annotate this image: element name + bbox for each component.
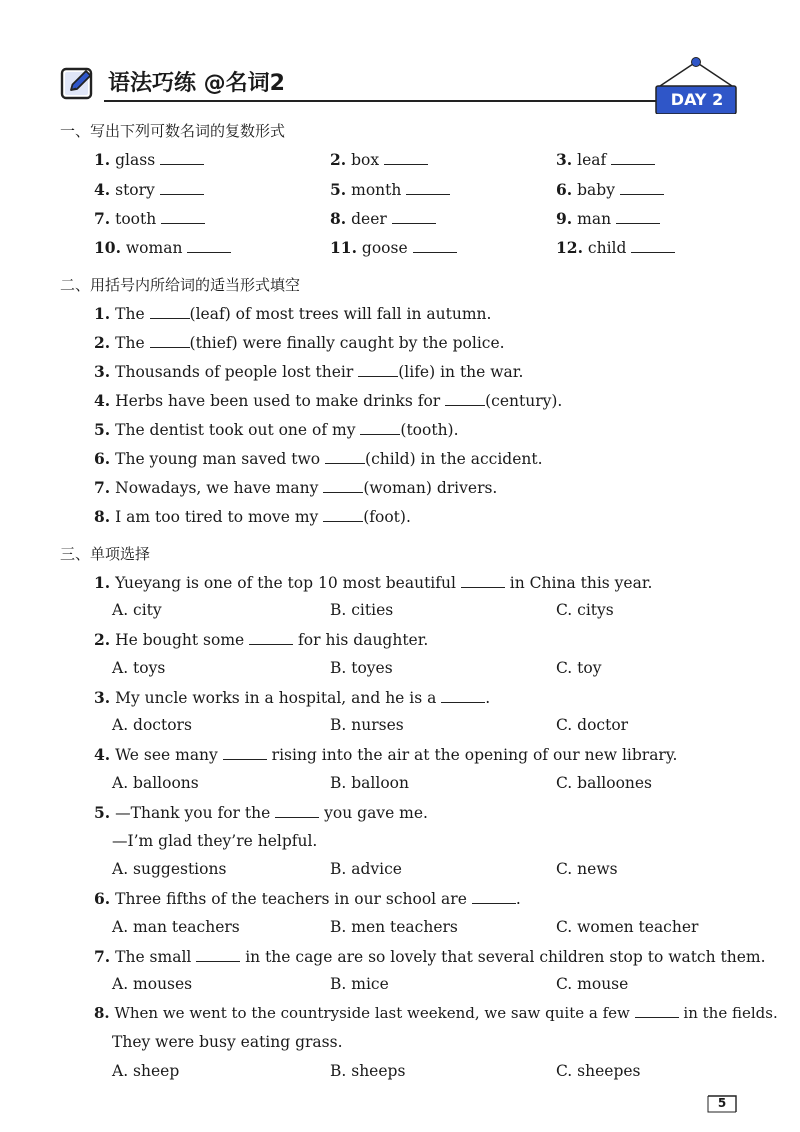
s1-num: 3.	[556, 150, 573, 169]
s2-num: 6.	[94, 449, 111, 468]
option-c[interactable]: C. sheepes	[556, 1062, 641, 1080]
s2-item-1	[94, 304, 491, 323]
s2-item-3	[94, 362, 523, 381]
answer-blank[interactable]	[392, 222, 436, 224]
s2-item-4	[94, 391, 562, 410]
s1-word: glass	[115, 151, 156, 169]
option-b[interactable]: B. balloon	[330, 774, 409, 792]
option-b[interactable]: B. nurses	[330, 716, 404, 734]
option-b[interactable]: B. mice	[330, 975, 389, 993]
s3-text-before: Yueyang is one of the top 10 most beautiful	[115, 574, 461, 592]
option-c[interactable]: C. toy	[556, 659, 602, 677]
answer-blank[interactable]	[150, 317, 190, 319]
s2-item-5	[94, 420, 459, 439]
option-b[interactable]: B. sheeps	[330, 1062, 406, 1080]
page-header	[60, 64, 740, 114]
answer-blank[interactable]	[160, 163, 204, 165]
s1-item-6	[556, 180, 664, 199]
s2-item-2	[94, 333, 505, 352]
s1-num: 6.	[556, 180, 573, 199]
s3-num: 3.	[94, 688, 111, 707]
s2-text-before: I am too tired to move my	[115, 508, 324, 526]
s1-word: deer	[351, 210, 387, 228]
answer-blank[interactable]	[325, 462, 365, 464]
section1-title: 一、写出下列可数名词的复数形式	[60, 122, 286, 140]
s2-text-after: (tooth).	[400, 421, 459, 439]
s1-item-3	[556, 150, 655, 169]
answer-blank[interactable]	[160, 193, 204, 195]
option-a[interactable]: A. doctors	[112, 716, 192, 734]
s2-text-before: Thousands of people lost their	[115, 363, 359, 381]
s1-item-11	[330, 238, 457, 257]
s3-text-before: He bought some	[115, 631, 250, 649]
answer-blank[interactable]	[360, 433, 400, 435]
s1-num: 1.	[94, 150, 111, 169]
s2-text-before: The young man saved two	[115, 450, 326, 468]
option-b[interactable]: B. cities	[330, 601, 394, 619]
option-a[interactable]: A. man teachers	[112, 918, 240, 936]
option-a[interactable]: A. toys	[112, 659, 166, 677]
answer-blank[interactable]	[472, 902, 516, 904]
s3-question-8	[94, 1004, 778, 1022]
s2-text-after: (woman) drivers.	[363, 479, 498, 497]
s1-word: leaf	[577, 151, 607, 169]
s2-num: 5.	[94, 420, 111, 439]
option-a[interactable]: A. city	[112, 601, 162, 619]
option-c[interactable]: C. citys	[556, 601, 614, 619]
s2-text-before: Nowadays, we have many	[115, 479, 324, 497]
s3-text-after: in China this year.	[504, 574, 653, 592]
s3-question-4	[94, 745, 677, 764]
s3-num: 4.	[94, 745, 111, 764]
option-b[interactable]: B. men teachers	[330, 918, 458, 936]
s2-num: 7.	[94, 478, 111, 497]
s3-question-6	[94, 889, 521, 908]
s2-num: 3.	[94, 362, 111, 381]
option-b[interactable]: B. advice	[330, 860, 402, 878]
section3-title: 三、单项选择	[60, 545, 151, 563]
answer-blank[interactable]	[620, 193, 664, 195]
s2-num: 1.	[94, 304, 111, 323]
s1-word: tooth	[115, 210, 157, 228]
s2-num: 8.	[94, 507, 111, 526]
s3-question-8-line2: They were busy eating grass.	[112, 1033, 343, 1051]
s3-question-5	[94, 803, 428, 822]
s2-text-after: (century).	[485, 392, 563, 410]
s1-item-7	[94, 209, 205, 228]
s3-question-7	[94, 947, 766, 966]
answer-blank[interactable]	[384, 163, 428, 165]
edit-note-icon	[60, 66, 96, 100]
answer-blank[interactable]	[323, 491, 363, 493]
s2-text-before: The	[115, 305, 150, 323]
answer-blank[interactable]	[441, 701, 485, 703]
s3-question-1	[94, 573, 652, 592]
option-a[interactable]: A. mouses	[112, 975, 193, 993]
s3-text-after: rising into the air at the opening of our new library.	[266, 746, 678, 764]
answer-blank[interactable]	[187, 251, 231, 253]
option-c[interactable]: C. mouse	[556, 975, 629, 993]
s2-num: 4.	[94, 391, 111, 410]
s2-text-after: (child) in the accident.	[365, 450, 543, 468]
answer-blank[interactable]	[358, 375, 398, 377]
s1-word: box	[351, 151, 380, 169]
s1-word: goose	[361, 239, 408, 257]
answer-blank[interactable]	[275, 816, 319, 818]
option-c[interactable]: C. balloones	[556, 774, 653, 792]
s2-item-6	[94, 449, 543, 468]
s1-num: 2.	[330, 150, 347, 169]
s3-text-after: .	[515, 890, 521, 908]
s3-text-after: for his daughter.	[293, 631, 429, 649]
option-a[interactable]: A. sheep	[112, 1062, 180, 1080]
s2-text-before: The dentist took out one of my	[115, 421, 361, 439]
s1-word: story	[115, 181, 155, 199]
s3-text-before: —Thank you for the	[115, 804, 276, 822]
option-c[interactable]: C. news	[556, 860, 618, 878]
answer-blank[interactable]	[631, 251, 675, 253]
s2-text-before: The	[115, 334, 150, 352]
answer-blank[interactable]	[161, 222, 205, 224]
s3-num: 2.	[94, 630, 111, 649]
s1-item-12	[556, 238, 675, 257]
s3-text-after: in the fields.	[678, 1004, 778, 1022]
s3-text-after: you gave me.	[319, 804, 428, 822]
option-c[interactable]: C. doctor	[556, 716, 629, 734]
s2-text-after: (foot).	[363, 508, 411, 526]
s1-word: baby	[577, 181, 615, 199]
answer-blank[interactable]	[616, 222, 660, 224]
answer-blank[interactable]	[445, 404, 485, 406]
s1-num: 7.	[94, 209, 111, 228]
s2-num: 2.	[94, 333, 111, 352]
s3-question-3	[94, 688, 490, 707]
option-a[interactable]: A. balloons	[112, 774, 199, 792]
s1-item-8	[330, 209, 436, 228]
answer-blank[interactable]	[413, 251, 457, 253]
answer-blank[interactable]	[196, 960, 240, 962]
s1-num: 4.	[94, 180, 111, 199]
s1-word: woman	[125, 239, 183, 257]
answer-blank[interactable]	[461, 586, 505, 588]
s3-text-before: My uncle works in a hospital, and he is a	[115, 689, 442, 707]
s3-num: 7.	[94, 947, 111, 966]
s2-item-8	[94, 507, 411, 526]
answer-blank[interactable]	[150, 346, 190, 348]
s3-text-before: When we went to the countryside last weekend, we saw quite a few	[114, 1004, 635, 1022]
answer-blank[interactable]	[635, 1016, 679, 1018]
s3-num: 8.	[94, 1004, 110, 1022]
s1-num: 5.	[330, 180, 347, 199]
answer-blank[interactable]	[223, 758, 267, 760]
s1-item-2	[330, 150, 428, 169]
section2-title: 二、用括号内所给词的适当形式填空	[60, 276, 301, 294]
title-underline	[104, 100, 692, 102]
s3-text-after: .	[485, 689, 491, 707]
s1-num: 9.	[556, 209, 573, 228]
answer-blank[interactable]	[406, 193, 450, 195]
page-number: 5	[717, 1096, 727, 1110]
s3-question-5-line2: —I’m glad they’re helpful.	[112, 832, 318, 850]
answer-blank[interactable]	[249, 643, 293, 645]
answer-blank[interactable]	[323, 520, 363, 522]
s1-word: month	[351, 181, 402, 199]
s3-num: 6.	[94, 889, 111, 908]
s3-text-before: The small	[115, 948, 197, 966]
s1-num: 12.	[556, 238, 583, 257]
s1-item-4	[94, 180, 204, 199]
s3-num: 5.	[94, 803, 111, 822]
s1-item-5	[330, 180, 450, 199]
s2-text-after: (life) in the war.	[398, 363, 524, 381]
day-badge: DAY 2	[670, 90, 724, 109]
s3-text-before: We see many	[115, 746, 223, 764]
s1-num: 8.	[330, 209, 347, 228]
s2-text-before: Herbs have been used to make drinks for	[115, 392, 446, 410]
s3-question-2	[94, 630, 428, 649]
s1-item-9	[556, 209, 660, 228]
s1-word: man	[577, 210, 612, 228]
s2-text-after: (thief) were finally caught by the police.	[189, 334, 505, 352]
s3-text-after: in the cage are so lovely that several children stop to watch them.	[240, 948, 766, 966]
s1-item-1	[94, 150, 204, 169]
option-b[interactable]: B. toyes	[330, 659, 393, 677]
option-a[interactable]: A. suggestions	[112, 860, 227, 878]
s1-item-10	[94, 238, 231, 257]
s3-text-before: Three fifths of the teachers in our school are	[115, 890, 472, 908]
answer-blank[interactable]	[611, 163, 655, 165]
s1-word: child	[587, 239, 627, 257]
s3-num: 1.	[94, 573, 111, 592]
s2-text-after: (leaf) of most trees will fall in autumn.	[189, 305, 492, 323]
s2-item-7	[94, 478, 497, 497]
s1-num: 11.	[330, 238, 357, 257]
s1-num: 10.	[94, 238, 121, 257]
page-title: 语法巧练 @名词2	[108, 71, 285, 96]
option-c[interactable]: C. women teacher	[556, 918, 699, 936]
